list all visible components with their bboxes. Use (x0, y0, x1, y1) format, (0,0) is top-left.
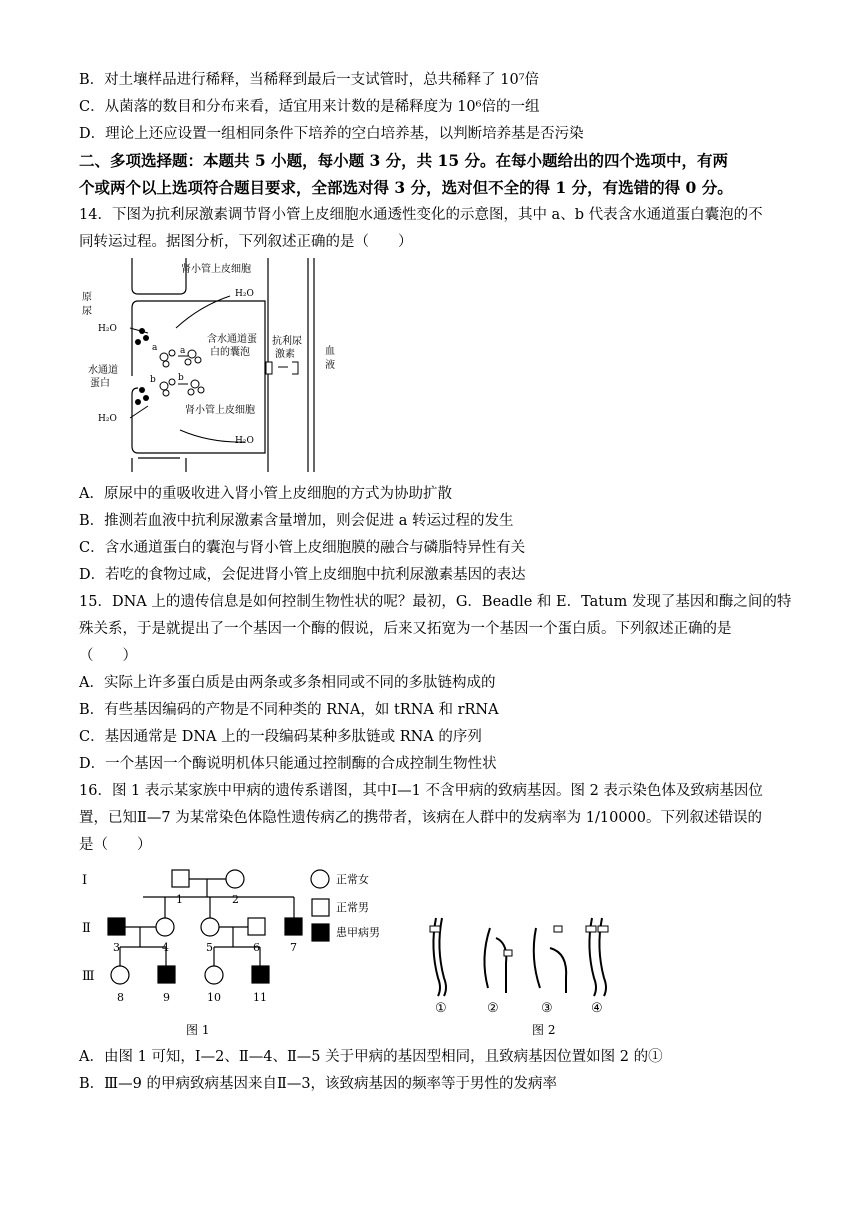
section-heading-2: 个或两个以上选项符合题目要求，全部选对得 3 分，选对但不全的得 1 分，有选错的得 0 分。 (79, 178, 733, 197)
channel-label-2: 蛋白 (90, 378, 110, 389)
q15-option-d: D．一个基因一个酶说明机体只能通过控制酶的合成控制生物性状 (79, 756, 497, 772)
cell-label-top: 肾小管上皮细胞 (181, 264, 251, 275)
q14-option-c: C．含水通道蛋白的囊泡与肾小管上皮细胞膜的融合与磷脂特异性有关 (79, 540, 526, 556)
q13-option-d: D．理论上还应设置一组相同条件下培养的空白培养基，以判断培养基是否污染 (79, 126, 584, 142)
q16-stem-3: 是（ ） (79, 837, 152, 853)
q15-stem-1: 15．DNA 上的遗传信息是如何控制生物性状的呢？最初，G．Beadle 和 E．Tatum 发现了基因和酶之间的特 (79, 594, 792, 610)
id-4: 4 (162, 941, 169, 954)
legend-affected-male: 患甲病男 (336, 926, 380, 939)
label-a-2: a (180, 346, 186, 356)
q16-option-a: A．由图 1 可知，Ⅰ—2、Ⅱ—4、Ⅱ—5 关于甲病的基因型相同，且致病基因位置如图 2 的① (79, 1049, 663, 1065)
gen-label-2: Ⅱ (82, 921, 91, 936)
id-6: 6 (253, 941, 260, 954)
q14-stem-1: 14．下图为抗利尿激素调节肾小管上皮细胞水通透性变化的示意图，其中 a、b 代表含水通道蛋白囊泡的不 (79, 207, 763, 223)
adh-label-2: 激素 (275, 349, 295, 360)
q14-option-d: D．若吃的食物过咸，会促进肾小管上皮细胞中抗利尿激素基因的表达 (79, 567, 526, 583)
caption-fig2: 图 2 (532, 1023, 556, 1037)
h2o-label-2: H₂O (98, 324, 117, 334)
chromosome-figure (420, 908, 620, 1042)
h2o-label-3: H₂O (98, 414, 117, 424)
q15-option-b: B．有些基因编码的产物是不同种类的 RNA，如 tRNA 和 rRNA (79, 702, 499, 718)
urine-label-2: 尿 (82, 306, 92, 317)
q14-option-a: A．原尿中的重吸收进入肾小管上皮细胞的方式为协助扩散 (79, 486, 452, 502)
q15-option-a: A．实际上许多蛋白质是由两条或多条相同或不同的多肽链构成的 (79, 675, 496, 691)
id-2: 2 (232, 893, 239, 906)
blood-label-1: 血 (325, 346, 335, 357)
q13-option-c: C．从菌落的数目和分布来看，适宜用来计数的是稀释度为 10⁶倍的一组 (79, 99, 540, 115)
q16-stem-2: 置，已知Ⅱ—7 为某常染色体隐性遗传病乙的携带者，该病在人群中的发病率为 1/10000。下列叙述错误的 (79, 810, 763, 826)
chrom-1: ① (435, 1001, 447, 1016)
id-8: 8 (117, 991, 124, 1004)
blood-label-2: 液 (325, 360, 335, 371)
id-5: 5 (206, 941, 213, 954)
id-7: 7 (290, 941, 297, 954)
id-1: 1 (176, 893, 183, 906)
h2o-label-4: H₂O (235, 436, 254, 446)
legend-normal-male: 正常男 (336, 901, 369, 914)
q16-stem-1: 16．图 1 表示某家族中甲病的遗传系谱图，其中Ⅰ—1 不含甲病的致病基因。图 2 表示染色体及致病基因位 (79, 783, 763, 799)
vesicle-label-1: 含水通道蛋 (207, 334, 257, 345)
id-10: 10 (207, 991, 221, 1004)
urine-label-1: 原 (82, 292, 92, 303)
section-heading-1: 二、多项选择题：本题共 5 小题，每小题 3 分，共 15 分。在每小题给出的四个选项中，有两 (79, 151, 729, 170)
label-b-1: b (150, 375, 156, 385)
cell-label-bottom: 肾小管上皮细胞 (185, 405, 255, 416)
q15-option-c: C．基因通常是 DNA 上的一段编码某种多肽链或 RNA 的序列 (79, 729, 482, 745)
label-b-2: b (178, 373, 184, 383)
q15-stem-3: （ ） (79, 648, 137, 664)
id-9: 9 (163, 991, 170, 1004)
q13-option-b: B．对土壤样品进行稀释，当稀释到最后一支试管时，总共稀释了 10⁷倍 (79, 72, 540, 88)
kidney-cell-diagram (80, 258, 350, 472)
gen-label-1: Ⅰ (82, 873, 88, 888)
q14-option-b: B．推测若血液中抗利尿激素含量增加，则会促进 a 转运过程的发生 (79, 513, 514, 529)
adh-label-1: 抗利尿 (272, 336, 302, 347)
vesicle-label-2: 白的囊泡 (210, 347, 250, 358)
pedigree-figure (80, 862, 410, 1042)
legend-normal-female: 正常女 (336, 873, 369, 886)
label-a-1: a (152, 343, 158, 353)
h2o-label-1: H₂O (235, 289, 254, 299)
chrom-3: ③ (541, 1001, 553, 1016)
channel-label-1: 水通道 (88, 365, 118, 376)
chrom-2: ② (487, 1001, 499, 1016)
id-3: 3 (113, 941, 120, 954)
q15-stem-2: 殊关系，于是就提出了一个基因一个酶的假说，后来又拓宽为一个基因一个蛋白质。下列叙述正确的是 (79, 621, 732, 637)
gen-label-3: Ⅲ (82, 969, 95, 984)
q14-stem-2: 同转运过程。据图分析，下列叙述正确的是（ ） (79, 234, 413, 250)
caption-fig1: 图 1 (186, 1023, 210, 1037)
id-11: 11 (253, 991, 267, 1004)
q16-option-b: B．Ⅲ—9 的甲病致病基因来自Ⅱ—3，该致病基因的频率等于男性的发病率 (79, 1076, 558, 1092)
chrom-4: ④ (591, 1001, 603, 1016)
